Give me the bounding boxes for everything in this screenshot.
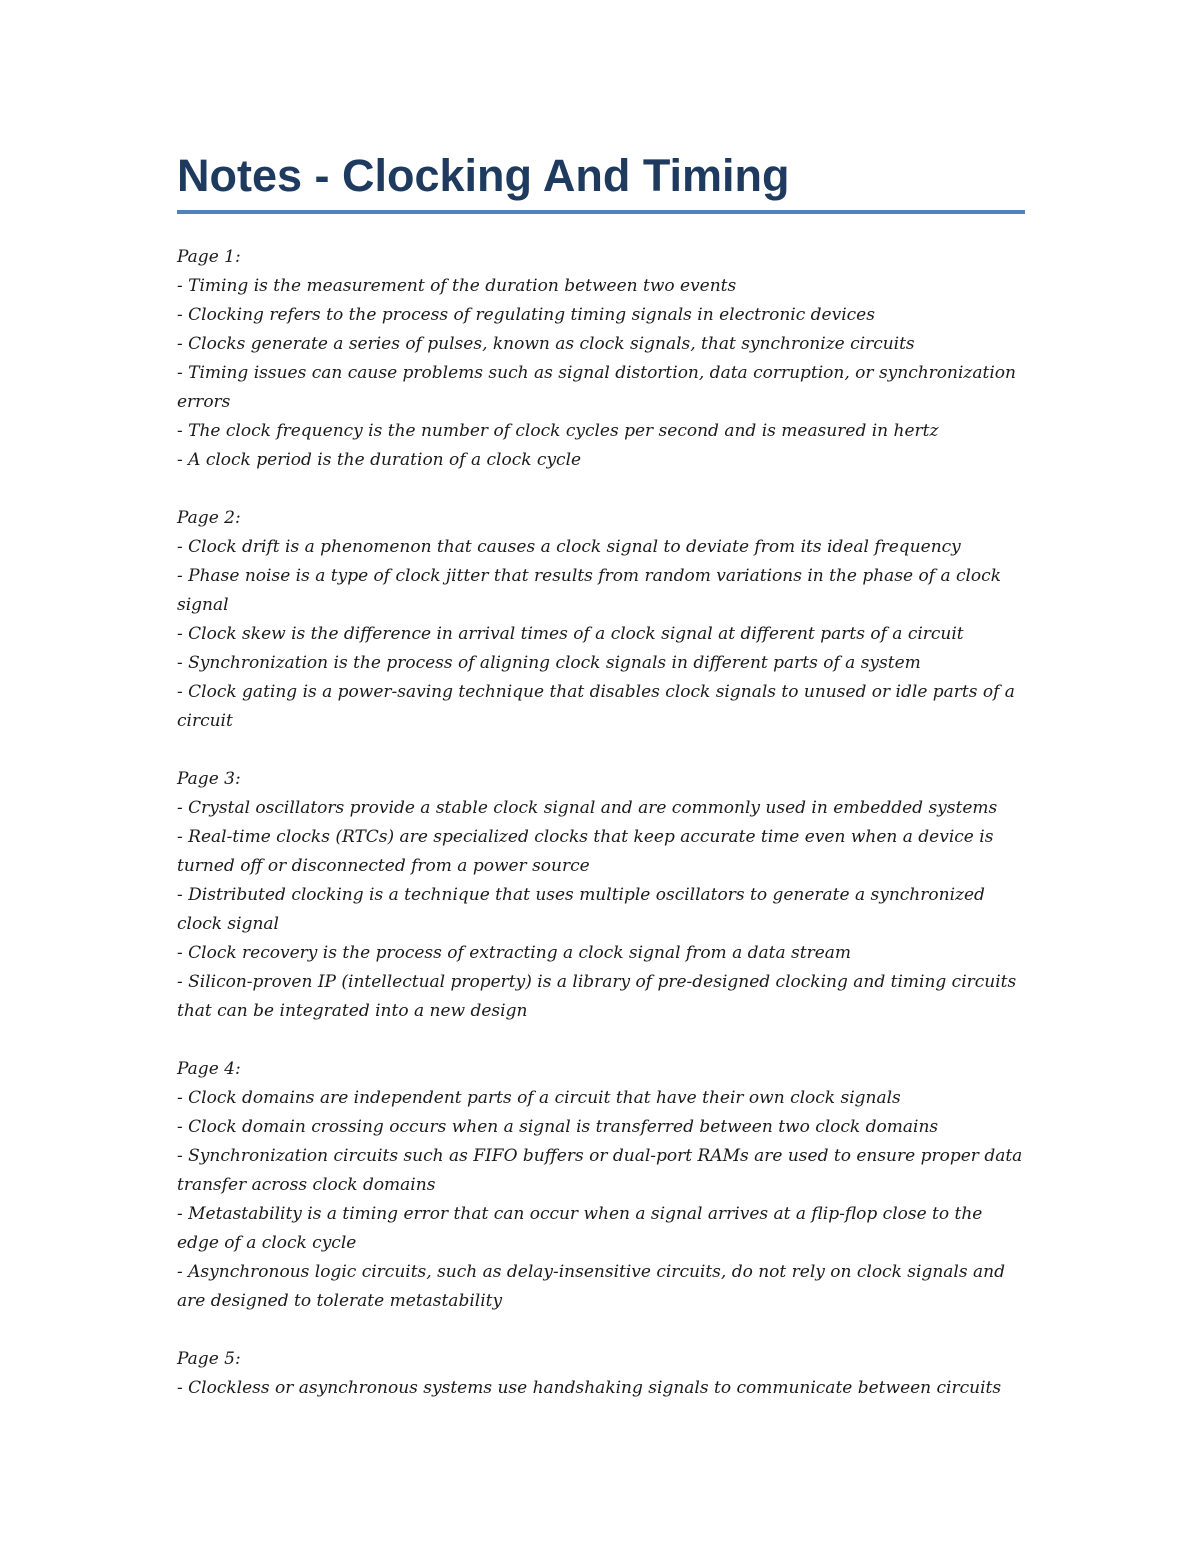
list-item: - Timing is the measurement of the duration between two events <box>177 276 737 296</box>
list-item: - Phase noise is a type of clock jitter that results from random variations in the phase of a clock signal <box>177 566 1001 615</box>
section-page-3 <box>177 765 1025 1026</box>
section-page-5 <box>177 1345 1025 1403</box>
section-heading: Page 4: <box>177 1059 241 1079</box>
list-item: - Crystal oscillators provide a stable clock signal and are commonly used in embedded systems <box>177 798 998 818</box>
title-underline <box>177 210 1025 214</box>
list-item: - Clock domain crossing occurs when a signal is transferred between two clock domains <box>177 1117 939 1137</box>
list-item: - Clocking refers to the process of regulating timing signals in electronic devices <box>177 305 875 325</box>
list-item: - Clock recovery is the process of extracting a clock signal from a data stream <box>177 943 852 963</box>
section-page-2 <box>177 504 1025 736</box>
notes-body <box>177 243 1025 1403</box>
list-item: - A clock period is the duration of a clock cycle <box>177 450 582 470</box>
list-item: - The clock frequency is the number of clock cycles per second and is measured in hertz <box>177 421 939 441</box>
section-heading: Page 1: <box>177 247 241 267</box>
list-item: - Clockless or asynchronous systems use handshaking signals to communicate between circuits <box>177 1378 1002 1398</box>
list-item: - Clock gating is a power-saving technique that disables clock signals to unused or idle parts of a circuit <box>177 682 1015 731</box>
document-page <box>177 148 1025 1432</box>
section-page-4 <box>177 1055 1025 1316</box>
list-item: - Metastability is a timing error that can occur when a signal arrives at a flip-flop close to the edge of a clock cycle <box>177 1204 983 1253</box>
list-item: - Real-time clocks (RTCs) are specialized clocks that keep accurate time even when a device is turned off or disconnected from a power source <box>177 827 994 876</box>
list-item: - Synchronization is the process of aligning clock signals in different parts of a system <box>177 653 921 673</box>
section-heading: Page 3: <box>177 769 241 789</box>
list-item: - Clocks generate a series of pulses, known as clock signals, that synchronize circuits <box>177 334 915 354</box>
section-heading: Page 5: <box>177 1349 241 1369</box>
list-item: - Clock domains are independent parts of a circuit that have their own clock signals <box>177 1088 901 1108</box>
list-item: - Silicon-proven IP (intellectual property) is a library of pre-designed clocking and timing circuits that can be integrated into a new design <box>177 972 1017 1021</box>
section-heading: Page 2: <box>177 508 241 528</box>
list-item: - Clock drift is a phenomenon that causes a clock signal to deviate from its ideal frequency <box>177 537 961 557</box>
list-item: - Synchronization circuits such as FIFO buffers or dual-port RAMs are used to ensure proper data transfer across clock domains <box>177 1146 1023 1195</box>
list-item: - Timing issues can cause problems such as signal distortion, data corruption, or synchronization errors <box>177 363 1016 412</box>
list-item: - Asynchronous logic circuits, such as delay-insensitive circuits, do not rely on clock signals and are designed to tolerate metastability <box>177 1262 1005 1311</box>
section-page-1 <box>177 243 1025 475</box>
list-item: - Clock skew is the difference in arrival times of a clock signal at different parts of a circuit <box>177 624 964 644</box>
list-item: - Distributed clocking is a technique that uses multiple oscillators to generate a synchronized clock signal <box>177 885 985 934</box>
page-title: Notes - Clocking And Timing <box>177 150 790 201</box>
